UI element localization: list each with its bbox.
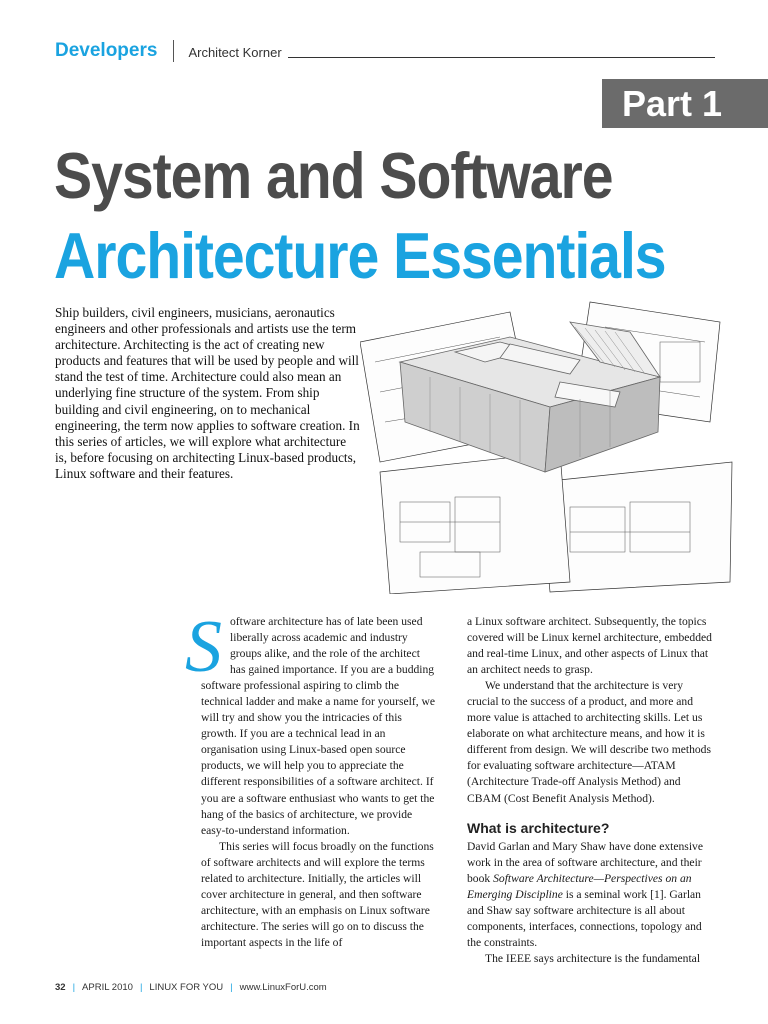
drop-cap: S: [185, 606, 222, 688]
issue-date: APRIL 2010: [82, 982, 133, 993]
intro-paragraph: Ship builders, civil engineers, musicians, aeronautics engineers and other professionals and artists use the term architecture. Architecting is the act of creating new products and features that will be used by people and will stand the test of time. Architecture could also mean an underlying fine structure of the system. From ship building and civil engineering, on to mechanical engineering, the term now applies to software creation. In this series of articles, we will explore what architecture is, before focusing on architecting Linux-based products, Linux software and their features.: [55, 305, 360, 481]
magazine-name: LINUX FOR YOU: [149, 982, 224, 993]
footer-divider: |: [139, 982, 143, 993]
header-divider: [173, 40, 174, 62]
body-paragraph-4-part-b: is a seminal work [1]. Garlan and Shaw say software architecture is all about components, interfaces, connections, topology and the constraints.: [467, 887, 702, 949]
book-title: Software Architecture—Perspectives on an Emerging Discipline: [467, 871, 692, 901]
architecture-illustration: [360, 282, 734, 594]
website-url: www.LinuxForU.com: [239, 982, 327, 993]
body-paragraph-5: The IEEE says architecture is the fundamental: [485, 951, 701, 965]
subhead-what-is-architecture: What is architecture?: [467, 819, 610, 836]
body-paragraph-1: [185, 606, 437, 839]
body-paragraph-3: We understand that the architecture is very crucial to the success of a product, and more and more value is attached to architecting skills. Let us elaborate on what architecture means, and how it is different from design. We will describe two methods for evaluating software architecture—ATAM (Architecture Trade-off Analysis Method) and CBAM (Cost Benefit Analysis Method).: [467, 679, 711, 805]
body-paragraph-1-text: oftware architecture has of late been used liberally across academic and industry groups alike, and the role of the architect has gained importance. If you are a budding software professional aspiring to climb the technical ladder and make a name for yourself, we will try and show you the intricacies of this growth. If you are a technical lead in an organisation using Linux-based open source products, we will help you to appreciate the different responsibilities of a software architect. If you are a software enthusiast who wants to get the hang of the basics of architecture, we provide easy-to-understand information.: [201, 615, 436, 837]
column-name: Architect Korner: [188, 45, 282, 60]
footer-divider: |: [230, 982, 233, 993]
article-title-line-2: Architecture Essentials: [54, 219, 666, 292]
header-rule: [288, 57, 715, 58]
page-number: 32: [55, 982, 66, 993]
body-column-2: [467, 614, 714, 967]
page-footer: [55, 982, 327, 993]
body-paragraph-4-part-a: David Garlan and Mary Shaw have done extensive work in the area of software architecture, and their book: [467, 839, 703, 885]
section-name: Developers: [55, 40, 158, 61]
body-column-1: [185, 606, 437, 951]
footer-divider: |: [72, 982, 76, 993]
body-paragraph-4: [467, 839, 714, 951]
part-label: Part 1: [602, 79, 768, 128]
body-paragraph-2-continued: a Linux software architect. Subsequently, the topics covered will be Linux kernel architecture, embedded and real-time Linux, and other aspects of Linux that an architect needs to grasp.: [467, 615, 712, 677]
page-header: [55, 36, 715, 62]
body-paragraph-2: This series will focus broadly on the functions of software architects and will explore the terms related to architecture. Initially, the articles will cover architecture in general, and then software architecture, with an emphasis on Linux software architecture. The series will go on to discuss the important aspects in the life of: [201, 839, 434, 949]
article-title-line-1: System and Software: [54, 139, 613, 212]
